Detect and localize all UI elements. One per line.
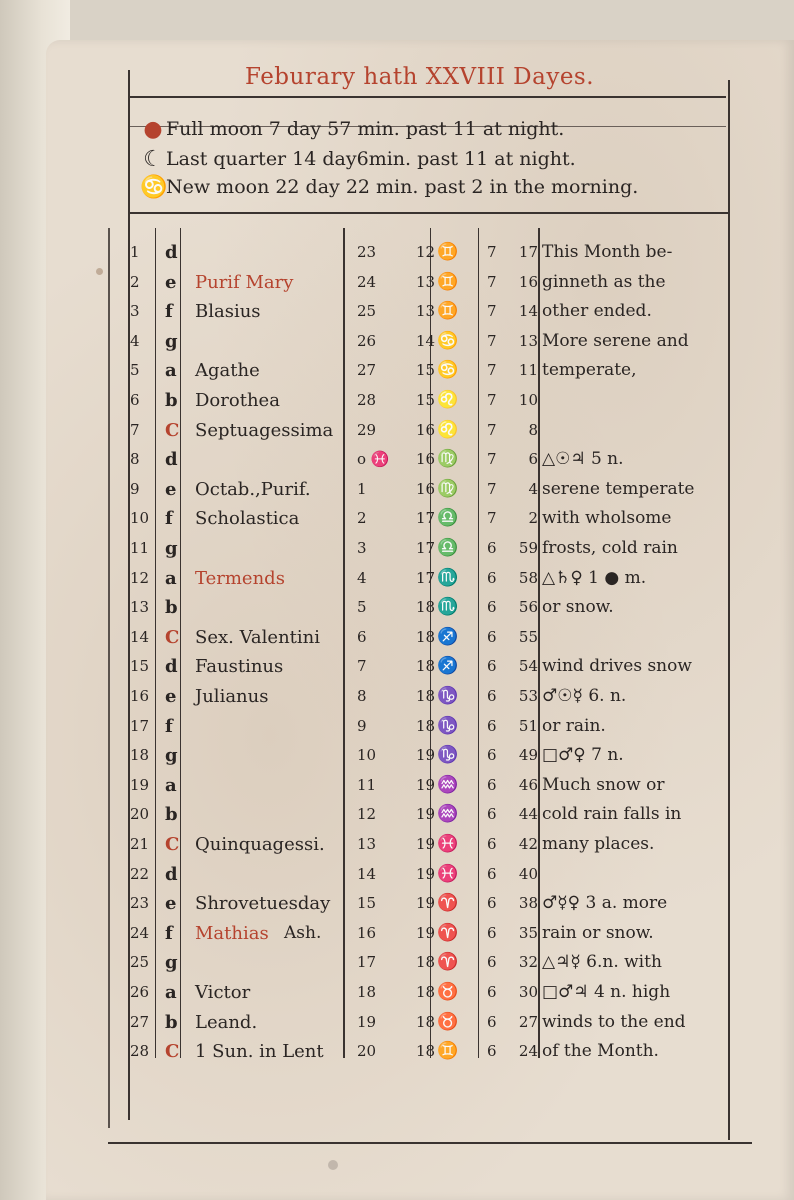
moon-age: 10 bbox=[357, 746, 377, 765]
day-number: 23 bbox=[130, 894, 150, 913]
weather-note: □♂♃ 4 n. high bbox=[542, 982, 671, 1002]
sunrise-hour: 6 bbox=[487, 687, 497, 705]
day-number: 16 bbox=[130, 687, 150, 705]
sunrise-hour: 7 bbox=[487, 420, 497, 439]
moon-degree: 14 bbox=[416, 331, 436, 350]
saint-suffix: Ash. bbox=[284, 922, 322, 943]
calendar-row bbox=[0, 534, 794, 563]
calendar-row bbox=[0, 652, 794, 681]
moon-age: 20 bbox=[357, 1042, 377, 1061]
dominical-letter: g bbox=[165, 538, 178, 559]
dominical-letter: C bbox=[165, 626, 180, 648]
dominical-letter: C bbox=[165, 1041, 180, 1063]
weather-note: rain or snow. bbox=[542, 922, 654, 943]
moon-phase-text: Full moon 7 day 57 min. past 11 at night. bbox=[166, 118, 565, 140]
calendar-row bbox=[0, 800, 794, 829]
moon-age: 9 bbox=[357, 716, 367, 735]
dominical-letter: f bbox=[165, 715, 173, 737]
sunrise-hour: 6 bbox=[487, 716, 497, 735]
moon-degree: 19 bbox=[416, 775, 436, 794]
weather-note: frosts, cold rain bbox=[542, 538, 678, 558]
calendar-row bbox=[0, 504, 794, 533]
dominical-letter: a bbox=[165, 982, 177, 1003]
sunrise-hour: 6 bbox=[487, 657, 497, 676]
day-number: 13 bbox=[130, 598, 150, 617]
zodiac-sign-icon: ♑ bbox=[437, 686, 459, 706]
dominical-letter: d bbox=[165, 863, 178, 885]
day-number: 5 bbox=[130, 361, 140, 380]
moon-degree: 19 bbox=[416, 835, 436, 853]
sunrise-hour: 6 bbox=[487, 1012, 497, 1031]
dominical-letter: a bbox=[165, 774, 177, 796]
calendar-row bbox=[0, 593, 794, 622]
sunrise-minute: 58 bbox=[518, 568, 538, 587]
moon-age: 16 bbox=[357, 923, 377, 942]
weather-note: with wholsome bbox=[542, 508, 672, 529]
sunrise-minute: 16 bbox=[518, 272, 538, 291]
sunrise-hour: 6 bbox=[487, 775, 497, 794]
moon-degree: 18 bbox=[416, 598, 436, 617]
calendar-row bbox=[0, 327, 794, 356]
dominical-letter: e bbox=[165, 478, 177, 500]
saint-name: Sex. Valentini bbox=[195, 626, 320, 648]
day-number: 17 bbox=[130, 716, 150, 735]
moon-age: 26 bbox=[357, 331, 377, 350]
moon-age: 29 bbox=[357, 420, 377, 439]
moon-age: 23 bbox=[357, 243, 377, 261]
zodiac-sign-icon: ♍ bbox=[437, 478, 459, 499]
zodiac-sign-icon: ♑ bbox=[437, 715, 459, 736]
calendar-row bbox=[0, 238, 794, 267]
dominical-letter: g bbox=[165, 330, 178, 352]
moon-degree: 17 bbox=[416, 539, 436, 557]
frame-bottom-rule bbox=[108, 1142, 752, 1144]
calendar-row bbox=[0, 1008, 794, 1037]
weather-note: other ended. bbox=[542, 301, 652, 322]
frame-phase-rule bbox=[128, 212, 728, 214]
day-number: 10 bbox=[130, 509, 150, 528]
zodiac-sign-icon: ♌ bbox=[437, 390, 459, 410]
calendar-row bbox=[0, 268, 794, 297]
full-moon-icon: ● bbox=[143, 116, 163, 142]
moon-age: 1 bbox=[357, 479, 367, 498]
moon-degree: 17 bbox=[416, 509, 436, 528]
sunrise-minute: 11 bbox=[518, 361, 538, 380]
dominical-letter: e bbox=[165, 893, 177, 915]
dominical-letter: b bbox=[165, 1011, 178, 1033]
zodiac-sign-icon: ♊ bbox=[437, 271, 459, 292]
dominical-letter: f bbox=[165, 301, 173, 323]
saint-name: Leand. bbox=[195, 1011, 258, 1033]
zodiac-sign-icon: ♊ bbox=[437, 301, 459, 322]
sunrise-hour: 7 bbox=[487, 302, 497, 321]
weather-note: wind drives snow bbox=[542, 656, 692, 677]
day-number: 11 bbox=[130, 539, 150, 557]
zodiac-sign-icon: ♍ bbox=[437, 449, 459, 470]
sunrise-hour: 6 bbox=[487, 835, 497, 853]
saint-name: Agathe bbox=[195, 360, 260, 382]
sunrise-minute: 24 bbox=[518, 1042, 538, 1061]
sunrise-minute: 59 bbox=[518, 539, 538, 557]
weather-note: △♃☿ 6.n. with bbox=[542, 952, 662, 973]
sunrise-hour: 6 bbox=[487, 805, 497, 824]
dominical-letter: f bbox=[165, 922, 173, 944]
zodiac-sign-icon: ♒ bbox=[437, 804, 459, 825]
saint-name: Shrovetuesday bbox=[195, 893, 331, 915]
weather-note: winds to the end bbox=[542, 1011, 686, 1032]
dominical-letter: f bbox=[165, 508, 173, 530]
moon-age: 15 bbox=[357, 894, 377, 913]
weather-note: This Month be- bbox=[542, 242, 673, 262]
saint-name: Scholastica bbox=[195, 508, 300, 530]
saint-name: Quinquagessi. bbox=[195, 834, 325, 855]
sunrise-minute: 17 bbox=[518, 243, 538, 261]
zodiac-sign-icon: ♏ bbox=[437, 567, 459, 588]
moon-age: 8 bbox=[357, 687, 367, 705]
sunrise-minute: 55 bbox=[518, 627, 538, 646]
calendar-row bbox=[0, 771, 794, 800]
moon-age: 12 bbox=[357, 805, 377, 824]
sunrise-hour: 7 bbox=[487, 450, 497, 469]
moon-degree: 18 bbox=[416, 627, 436, 646]
sunrise-minute: 53 bbox=[518, 687, 538, 705]
saint-name: Octab.,Purif. bbox=[195, 478, 311, 500]
sunrise-minute: 6 bbox=[528, 450, 538, 469]
day-number: 12 bbox=[130, 568, 150, 587]
last-quarter-icon: ☾ bbox=[143, 146, 163, 172]
calendar-row bbox=[0, 948, 794, 977]
moon-age: o ♓ bbox=[357, 450, 390, 469]
day-number: 6 bbox=[130, 391, 140, 409]
day-number: 20 bbox=[130, 805, 150, 824]
moon-age: 19 bbox=[357, 1012, 377, 1031]
moon-degree: 19 bbox=[416, 864, 436, 883]
sunrise-minute: 38 bbox=[518, 894, 538, 913]
saint-name: Dorothea bbox=[195, 390, 280, 411]
sunrise-hour: 6 bbox=[487, 894, 497, 913]
calendar-row bbox=[0, 1037, 794, 1066]
day-number: 27 bbox=[130, 1012, 150, 1031]
sunrise-minute: 13 bbox=[518, 331, 538, 350]
day-number: 7 bbox=[130, 420, 140, 439]
moon-degree: 18 bbox=[416, 687, 436, 705]
weather-note: More serene and bbox=[542, 330, 689, 351]
sunrise-hour: 7 bbox=[487, 479, 497, 498]
sunrise-hour: 6 bbox=[487, 983, 497, 1001]
moon-age: 18 bbox=[357, 983, 377, 1001]
sunrise-hour: 7 bbox=[487, 243, 497, 261]
moon-degree: 13 bbox=[416, 272, 436, 291]
sunrise-hour: 6 bbox=[487, 539, 497, 557]
zodiac-sign-icon: ♏ bbox=[437, 597, 459, 618]
calendar-row bbox=[0, 623, 794, 652]
sunrise-hour: 7 bbox=[487, 361, 497, 380]
moon-degree: 18 bbox=[416, 716, 436, 735]
calendar-row bbox=[0, 386, 794, 415]
moon-age: 11 bbox=[357, 775, 377, 794]
zodiac-sign-icon: ♉ bbox=[437, 1011, 459, 1032]
sunrise-minute: 30 bbox=[518, 983, 538, 1001]
day-number: 26 bbox=[130, 983, 150, 1001]
sunrise-hour: 6 bbox=[487, 598, 497, 617]
sunrise-minute: 54 bbox=[518, 657, 538, 676]
day-number: 9 bbox=[130, 479, 140, 498]
moon-age: 17 bbox=[357, 953, 377, 972]
moon-age: 5 bbox=[357, 598, 367, 617]
moon-degree: 16 bbox=[416, 479, 436, 498]
zodiac-sign-icon: ♋ bbox=[437, 330, 459, 351]
moon-age: 24 bbox=[357, 272, 377, 291]
zodiac-sign-icon: ♓ bbox=[437, 863, 459, 884]
weather-note: ♂☉☿ 6. n. bbox=[542, 686, 627, 706]
moon-phase-new bbox=[140, 172, 638, 202]
frame-top-rule bbox=[128, 96, 726, 98]
sunrise-hour: 6 bbox=[487, 1042, 497, 1061]
weather-note: or snow. bbox=[542, 597, 614, 618]
saint-name: 1 Sun. in Lent bbox=[195, 1041, 324, 1063]
weather-note: temperate, bbox=[542, 360, 637, 381]
saint-name: Purif Mary bbox=[195, 271, 294, 293]
moon-age: 13 bbox=[357, 835, 377, 853]
moon-age: 7 bbox=[357, 657, 367, 676]
moon-degree: 18 bbox=[416, 1042, 436, 1061]
saint-name: Septuagessima bbox=[195, 419, 334, 441]
dominical-letter: C bbox=[165, 834, 180, 855]
weather-note: many places. bbox=[542, 834, 655, 854]
moon-age: 28 bbox=[357, 391, 377, 409]
saint-name: Julianus bbox=[195, 686, 269, 707]
saint-name: Mathias bbox=[195, 922, 269, 944]
sunrise-hour: 6 bbox=[487, 864, 497, 883]
saint-name: Victor bbox=[195, 982, 251, 1003]
zodiac-sign-icon: ♒ bbox=[437, 774, 459, 795]
moon-degree: 12 bbox=[416, 243, 436, 261]
day-number: 18 bbox=[130, 746, 150, 765]
sunrise-minute: 51 bbox=[518, 716, 538, 735]
zodiac-sign-icon: ♐ bbox=[437, 656, 459, 677]
calendar-row bbox=[0, 356, 794, 385]
sunrise-hour: 7 bbox=[487, 331, 497, 350]
sunrise-minute: 10 bbox=[518, 391, 538, 409]
sunrise-minute: 4 bbox=[528, 479, 538, 498]
moon-phase-text: Last quarter 14 day6min. past 11 at night. bbox=[166, 148, 576, 170]
dominical-letter: C bbox=[165, 419, 180, 441]
moon-age: 4 bbox=[357, 568, 367, 587]
weather-note: of the Month. bbox=[542, 1041, 659, 1062]
day-number: 22 bbox=[130, 864, 150, 883]
weather-note: Much snow or bbox=[542, 774, 665, 795]
moon-degree: 18 bbox=[416, 657, 436, 676]
saint-name: Blasius bbox=[195, 301, 261, 323]
moon-age: 14 bbox=[357, 864, 377, 883]
sunrise-hour: 6 bbox=[487, 627, 497, 646]
weather-note: △☉♃ 5 n. bbox=[542, 449, 624, 470]
moon-degree: 15 bbox=[416, 361, 436, 380]
zodiac-sign-icon: ♎ bbox=[437, 508, 459, 529]
moon-degree: 17 bbox=[416, 568, 436, 587]
dominical-letter: g bbox=[165, 952, 178, 974]
weather-note: serene temperate bbox=[542, 478, 695, 499]
sunrise-minute: 56 bbox=[518, 598, 538, 617]
day-number: 4 bbox=[130, 331, 140, 350]
saint-name: Termends bbox=[195, 567, 285, 589]
sunrise-minute: 2 bbox=[528, 509, 538, 528]
page-title: Feburary hath XXVIII Dayes. bbox=[245, 64, 595, 90]
calendar-row bbox=[0, 564, 794, 593]
day-number: 15 bbox=[130, 657, 150, 676]
weather-note: ♂☿♀ 3 a. more bbox=[542, 893, 668, 914]
calendar-row bbox=[0, 978, 794, 1007]
sunrise-hour: 6 bbox=[487, 923, 497, 942]
sunrise-minute: 32 bbox=[518, 953, 538, 972]
calendar-row bbox=[0, 919, 794, 948]
sunrise-hour: 6 bbox=[487, 746, 497, 765]
sunrise-minute: 8 bbox=[528, 420, 538, 439]
calendar-row bbox=[0, 297, 794, 326]
zodiac-sign-icon: ♊ bbox=[437, 1041, 459, 1062]
zodiac-sign-icon: ♊ bbox=[437, 242, 459, 262]
dominical-letter: e bbox=[165, 686, 177, 707]
weather-note: cold rain falls in bbox=[542, 804, 682, 825]
zodiac-sign-icon: ♎ bbox=[437, 538, 459, 558]
dominical-letter: a bbox=[165, 567, 177, 589]
dominical-letter: b bbox=[165, 804, 178, 826]
calendar-row bbox=[0, 445, 794, 474]
sunrise-minute: 44 bbox=[518, 805, 538, 824]
sunrise-minute: 40 bbox=[518, 864, 538, 883]
calendar-row bbox=[0, 860, 794, 889]
zodiac-sign-icon: ♓ bbox=[437, 834, 459, 854]
zodiac-sign-icon: ♐ bbox=[437, 626, 459, 647]
sunrise-hour: 7 bbox=[487, 509, 497, 528]
dominical-letter: d bbox=[165, 449, 178, 471]
moon-age: 25 bbox=[357, 302, 377, 321]
moon-age: 3 bbox=[357, 539, 367, 557]
sunrise-minute: 42 bbox=[518, 835, 538, 853]
sunrise-minute: 14 bbox=[518, 302, 538, 321]
moon-age: 27 bbox=[357, 361, 377, 380]
moon-degree: 16 bbox=[416, 420, 436, 439]
moon-degree: 19 bbox=[416, 746, 436, 765]
sunrise-minute: 49 bbox=[518, 746, 538, 765]
saint-name: Faustinus bbox=[195, 656, 284, 678]
new-moon-icon: ♋ bbox=[140, 174, 168, 200]
zodiac-sign-icon: ♈ bbox=[437, 952, 459, 973]
weather-note: or rain. bbox=[542, 715, 606, 736]
calendar-row bbox=[0, 830, 794, 859]
moon-degree: 18 bbox=[416, 983, 436, 1001]
zodiac-sign-icon: ♌ bbox=[437, 419, 459, 440]
dominical-letter: e bbox=[165, 271, 177, 293]
weather-note: △♄♀ 1 ● m. bbox=[542, 567, 647, 588]
day-number: 28 bbox=[130, 1042, 150, 1061]
dominical-letter: d bbox=[165, 656, 178, 678]
calendar-row bbox=[0, 682, 794, 711]
day-number: 24 bbox=[130, 923, 150, 942]
sunrise-hour: 6 bbox=[487, 568, 497, 587]
calendar-row bbox=[0, 475, 794, 504]
dominical-letter: b bbox=[165, 597, 178, 619]
zodiac-sign-icon: ♋ bbox=[437, 360, 459, 381]
moon-phase-text: New moon 22 day 22 min. past 2 in the morning. bbox=[166, 176, 639, 198]
moon-degree: 19 bbox=[416, 894, 436, 913]
dominical-letter: g bbox=[165, 745, 178, 767]
moon-degree: 18 bbox=[416, 1012, 436, 1031]
moon-degree: 18 bbox=[416, 953, 436, 972]
calendar-row bbox=[0, 712, 794, 741]
weather-note: ginneth as the bbox=[542, 271, 666, 292]
ink-stain bbox=[328, 1160, 338, 1170]
day-number: 3 bbox=[130, 302, 140, 321]
day-number: 19 bbox=[130, 775, 150, 794]
moon-degree: 16 bbox=[416, 450, 436, 469]
zodiac-sign-icon: ♑ bbox=[437, 745, 459, 766]
sunrise-minute: 35 bbox=[518, 923, 538, 942]
moon-phase-last-quarter bbox=[140, 144, 576, 174]
weather-note: □♂♀ 7 n. bbox=[542, 745, 624, 766]
sunrise-minute: 46 bbox=[518, 775, 538, 794]
moon-age: 6 bbox=[357, 627, 367, 646]
sunrise-hour: 7 bbox=[487, 391, 497, 409]
moon-degree: 15 bbox=[416, 391, 436, 409]
calendar-row bbox=[0, 889, 794, 918]
day-number: 14 bbox=[130, 627, 150, 646]
dominical-letter: d bbox=[165, 242, 178, 263]
zodiac-sign-icon: ♉ bbox=[437, 982, 459, 1002]
dominical-letter: b bbox=[165, 390, 178, 411]
sunrise-hour: 7 bbox=[487, 272, 497, 291]
day-number: 8 bbox=[130, 450, 140, 469]
day-number: 25 bbox=[130, 953, 150, 972]
calendar-row bbox=[0, 416, 794, 445]
day-number: 2 bbox=[130, 272, 140, 291]
moon-degree: 13 bbox=[416, 302, 436, 321]
moon-degree: 19 bbox=[416, 805, 436, 824]
zodiac-sign-icon: ♈ bbox=[437, 922, 459, 943]
dominical-letter: a bbox=[165, 360, 177, 382]
day-number: 1 bbox=[130, 243, 140, 261]
zodiac-sign-icon: ♈ bbox=[437, 893, 459, 914]
moon-degree: 19 bbox=[416, 923, 436, 942]
moon-age: 2 bbox=[357, 509, 367, 528]
calendar-row bbox=[0, 741, 794, 770]
moon-phase-full bbox=[140, 114, 564, 144]
day-number: 21 bbox=[130, 835, 150, 853]
sunrise-minute: 27 bbox=[518, 1012, 538, 1031]
sunrise-hour: 6 bbox=[487, 953, 497, 972]
